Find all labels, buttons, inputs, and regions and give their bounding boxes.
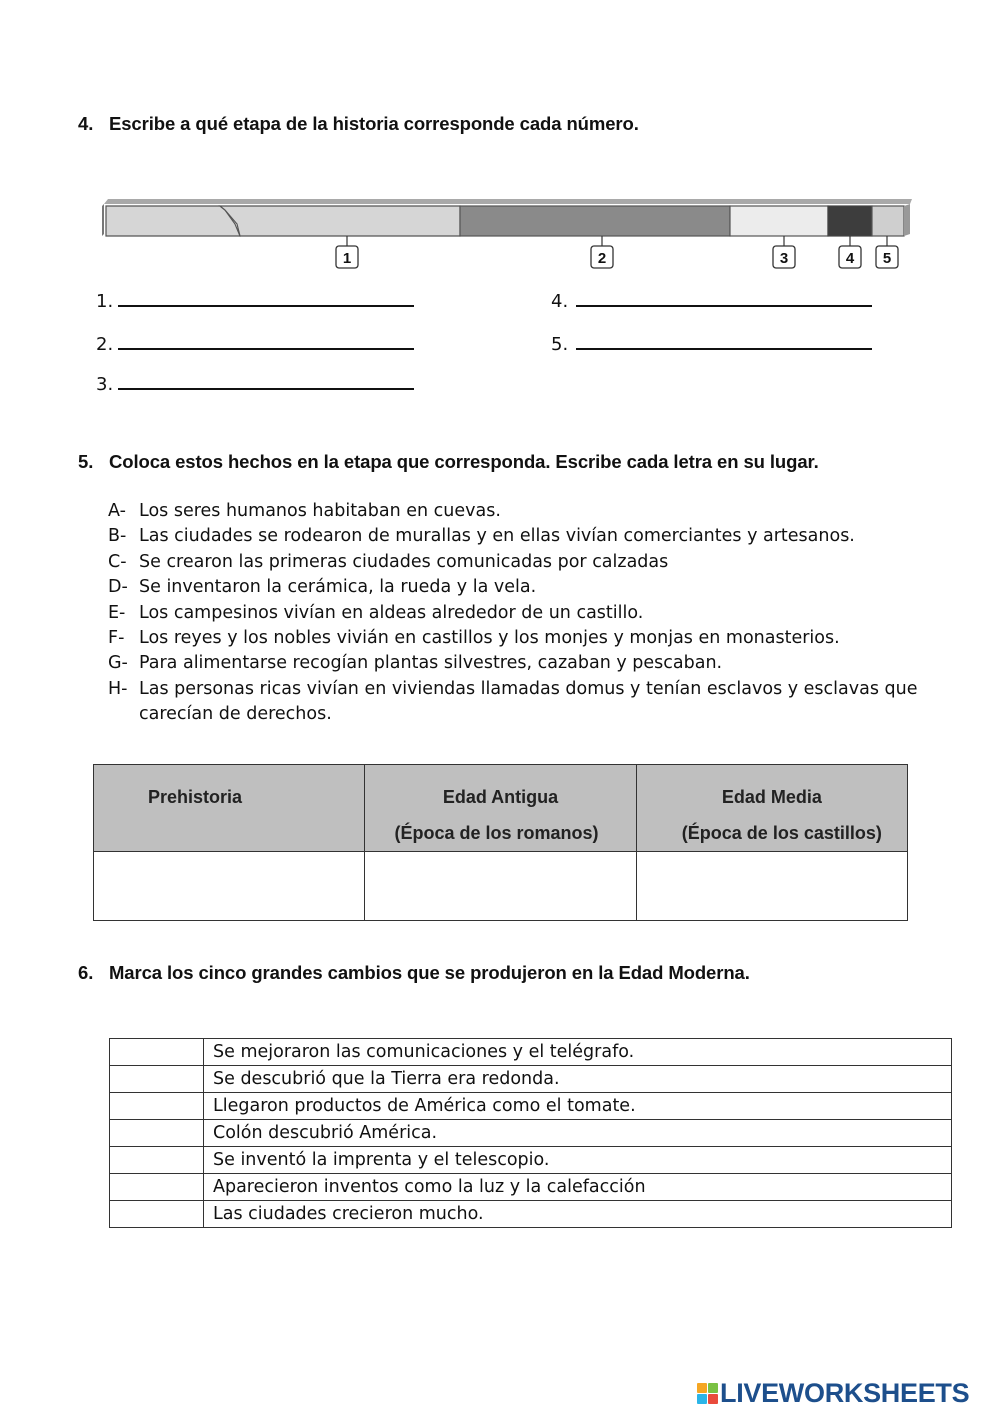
answer-label: 1. [96,291,114,312]
answer-blank[interactable] [118,289,414,307]
fact-item [108,601,948,626]
logo-square [697,1383,707,1393]
mark-box[interactable] [110,1066,204,1093]
timeline-right-edge [904,204,910,236]
marker-label: 4 [845,250,855,267]
stages-answer-row [94,852,908,921]
fact-letter: A- [108,501,126,521]
fact-text: Se crearon las primeras ciudades comunicadas por calzadas [139,551,669,572]
table-row [110,1174,952,1201]
timeline-top-edge [104,199,912,204]
header-prehistoria [94,765,365,852]
fact-item [108,524,948,549]
header-edad-antigua [365,765,636,852]
table-row [110,1066,952,1093]
header-subtitle: (Época de los romanos) [394,823,599,843]
fact-text: Las personas ricas vivían en viviendas llamadas domus y tenían esclavos y esclavas que carecían de derechos. [139,678,918,725]
liveworksheets-logo[interactable] [697,1378,969,1409]
answer-label: 2. [96,334,114,355]
answer-cell-edad-media[interactable] [636,852,907,921]
history-timeline [100,196,915,276]
facts-list [108,499,948,728]
question-number: 4. [78,113,94,134]
fact-letter: C- [108,551,127,572]
fact-letter: F- [108,628,125,649]
answer-line-5 [551,332,872,355]
answer-label: 4. [551,291,569,312]
logo-text: LIVEWORKSHEETS [720,1378,970,1408]
fact-letter: D- [108,577,128,598]
question-6-title [78,962,750,984]
stages-header-row [94,765,908,852]
header-title: Prehistoria [148,787,243,807]
answer-label: 3. [96,374,114,395]
change-text: Llegaron productos de América como el tomate. [204,1093,952,1120]
question-number: 5. [78,451,94,472]
fact-text: Se inventaron la cerámica, la rueda y la vela. [139,577,537,598]
change-text: Colón descubrió América. [204,1120,952,1147]
fact-letter: G- [108,653,128,674]
question-text: Marca los cinco grandes cambios que se produjeron en la Edad Moderna. [109,962,750,983]
question-number: 6. [78,962,94,983]
timeline-marker-2 [591,246,613,268]
fact-letter: H- [108,678,128,699]
marker-label: 5 [882,250,892,267]
change-text: Las ciudades crecieron mucho. [204,1201,952,1228]
question-text: Escribe a qué etapa de la historia corresponde cada número. [109,113,639,134]
mark-box[interactable] [110,1039,204,1066]
change-text: Se mejoraron las comunicaciones y el telégrafo. [204,1039,952,1066]
answer-line-1 [96,289,414,312]
timeline-marker-3 [773,246,795,268]
answer-line-3 [96,372,414,395]
fact-text: Los campesinos vivían en aldeas alrededor de un castillo. [139,602,644,623]
timeline-segment-modern [828,206,872,236]
fact-item [108,626,948,651]
answer-line-2 [96,332,414,355]
header-edad-media [636,765,907,852]
answer-blank[interactable] [576,332,872,350]
header-title: Edad Media [721,787,822,807]
question-text: Coloca estos hechos en la etapa que corresponda. Escribe cada letra en su lugar. [109,451,819,472]
fact-text: Los reyes y los nobles vivián en castillos y los monjes y monjas en monasterios. [139,628,840,649]
timeline-segment-medieval [730,206,828,236]
logo-square [708,1394,718,1404]
fact-text: Las ciudades se rodearon de murallas y en ellas vivían comerciantes y artesanos. [139,526,855,547]
answer-cell-prehistoria[interactable] [94,852,365,921]
timeline-segment-contemporary [872,206,904,236]
timeline-left-edge [102,204,104,236]
logo-square [708,1383,718,1393]
fact-item [108,651,948,676]
answer-blank[interactable] [118,332,414,350]
table-row [110,1093,952,1120]
timeline-marker-4 [839,246,861,268]
mark-box[interactable] [110,1147,204,1174]
fact-item [108,499,948,524]
header-title: Edad Antigua [442,787,559,807]
change-text: Aparecieron inventos como la luz y la calefacción [204,1174,952,1201]
logo-mark-icon [697,1383,718,1404]
logo-square [697,1394,707,1404]
question-4-title [78,113,639,135]
table-row [110,1201,952,1228]
question-5-title [78,451,819,473]
marker-label: 2 [597,250,607,267]
table-row [110,1120,952,1147]
mark-box[interactable] [110,1201,204,1228]
answer-label: 5. [551,334,569,355]
fact-letter: E- [108,602,126,623]
mark-box[interactable] [110,1120,204,1147]
marker-label: 1 [342,250,352,267]
answer-cell-edad-antigua[interactable] [365,852,636,921]
table-row [110,1147,952,1174]
table-row [110,1039,952,1066]
timeline-marker-1 [336,246,358,268]
mark-box[interactable] [110,1093,204,1120]
mark-box[interactable] [110,1174,204,1201]
fact-letter: B- [108,526,127,547]
timeline-marker-5 [876,246,898,268]
answer-line-4 [551,289,872,312]
stages-table [93,764,908,921]
answer-blank[interactable] [576,289,872,307]
fact-text: Para alimentarse recogían plantas silvestres, cazaban y pescaban. [139,653,723,674]
fact-item [108,575,948,600]
timeline-segment-prehistory-a [106,206,240,236]
marker-label: 3 [779,250,789,267]
changes-table [109,1038,952,1228]
fact-item [108,677,948,728]
timeline-segment-prehistory-b [220,206,460,236]
change-text: Se descubrió que la Tierra era redonda. [204,1066,952,1093]
timeline-segment-ancient [460,206,730,236]
change-text: Se inventó la imprenta y el telescopio. [204,1147,952,1174]
answer-blank[interactable] [118,372,414,390]
fact-item [108,550,948,575]
fact-text: Los seres humanos habitaban en cuevas. [139,501,501,521]
header-subtitle: (Época de los castillos) [681,823,882,843]
